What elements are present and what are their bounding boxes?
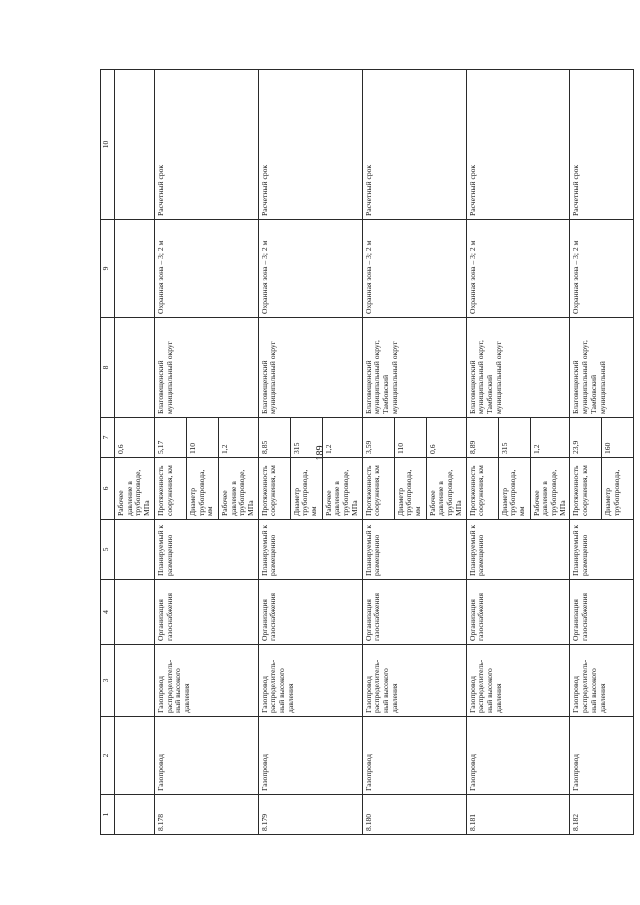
param-label: Рабочее давление в трубопроводе, МПа [115, 458, 155, 520]
table-row [570, 70, 602, 835]
param-label: Диаметр трубопровода, мм [186, 458, 218, 520]
object-purpose: Организация газоснабжения [154, 580, 258, 645]
param-value: 1,2 [530, 418, 570, 458]
object-term: Расчетный срок [570, 70, 634, 220]
column-number-row [101, 70, 115, 835]
param-label: Диаметр трубопровода, мм [498, 458, 530, 520]
param-label: Рабочее давление в трубопроводе, МПа [426, 458, 466, 520]
object-name: Газопровод распределитель-ный высокого давления [154, 645, 258, 717]
object-purpose: Организация газоснабжения [570, 580, 634, 645]
param-value: 5,17 [154, 418, 186, 458]
table-row [258, 70, 290, 835]
object-term: Расчетный срок [154, 70, 258, 220]
object-term: Расчетный срок [258, 70, 362, 220]
object-type: Газопровод [154, 717, 258, 795]
param-label: Диаметр трубопровода, мм [290, 458, 322, 520]
param-value: 23,9 [570, 418, 602, 458]
column-number: 10 [101, 70, 115, 220]
column-number: 5 [101, 520, 115, 580]
empty-cell [115, 580, 155, 645]
object-term: Расчетный срок [466, 70, 570, 220]
empty-cell [115, 70, 155, 220]
param-value: 315 [290, 418, 322, 458]
row-number: 8.182 [570, 795, 634, 835]
param-value: 1,2 [218, 418, 258, 458]
object-name: Газопровод распределитель-ный высокого давления [570, 645, 634, 717]
param-label: Рабочее давление в трубопроводе, МПа [322, 458, 362, 520]
object-purpose: Организация газоснабжения [466, 580, 570, 645]
param-label: Протяженность сооружения, км [570, 458, 602, 520]
object-location: Благовещенский муниципальный округ [154, 318, 258, 418]
object-purpose: Организация газоснабжения [258, 580, 362, 645]
object-zone: Охранная зона – 3; 2 м [362, 220, 466, 318]
table-row [154, 70, 186, 835]
param-value: 110 [186, 418, 218, 458]
object-name: Газопровод распределитель-ный высокого давления [466, 645, 570, 717]
object-name: Газопровод распределитель-ный высокого давления [258, 645, 362, 717]
column-number: 6 [101, 458, 115, 520]
param-label: Протяженность сооружения, км [466, 458, 498, 520]
object-location: Благовещенский муниципальный округ, Тамбовский муниципальный [570, 318, 634, 418]
column-number: 4 [101, 580, 115, 645]
rotated-table-container [100, 70, 622, 835]
param-value: 160 [602, 418, 634, 458]
param-label: Протяженность сооружения, км [362, 458, 394, 520]
object-type: Газопровод [258, 717, 362, 795]
empty-cell [115, 220, 155, 318]
object-status: Планируемый к размещению [466, 520, 570, 580]
param-label: Рабочее давление в трубопроводе, МПа [530, 458, 570, 520]
param-label: Протяженность сооружения, км [258, 458, 290, 520]
object-zone: Охранная зона – 3; 2 м [466, 220, 570, 318]
row-number: 8.180 [362, 795, 466, 835]
param-value: 0,6 [115, 418, 155, 458]
object-zone: Охранная зона – 3; 2 м [570, 220, 634, 318]
column-number: 3 [101, 645, 115, 717]
param-label: Диаметр трубопровода, [602, 458, 634, 520]
object-status: Планируемый к размещению [154, 520, 258, 580]
object-zone: Охранная зона – 3; 2 м [258, 220, 362, 318]
object-location: Благовещенский муниципальный округ, Тамбовский муниципальный округ [466, 318, 570, 418]
table-row [466, 70, 498, 835]
param-value: 8,89 [466, 418, 498, 458]
empty-cell [115, 318, 155, 418]
object-zone: Охранная зона – 3; 2 м [154, 220, 258, 318]
objects-table [100, 69, 634, 835]
object-location: Благовещенский муниципальный округ, Тамбовский муниципальный округ [362, 318, 466, 418]
param-value: 315 [498, 418, 530, 458]
object-purpose: Организация газоснабжения [362, 580, 466, 645]
object-term: Расчетный срок [362, 70, 466, 220]
param-value: 8,85 [258, 418, 290, 458]
column-number: 9 [101, 220, 115, 318]
object-name: Газопровод распределитель-ный высокого давления [362, 645, 466, 717]
object-type: Газопровод [362, 717, 466, 795]
row-number: 8.179 [258, 795, 362, 835]
row-number: 8.178 [154, 795, 258, 835]
param-label: Диаметр трубопровода, мм [394, 458, 426, 520]
column-number: 1 [101, 795, 115, 835]
column-number: 8 [101, 318, 115, 418]
object-type: Газопровод [466, 717, 570, 795]
param-value: 1,2 [322, 418, 362, 458]
table-row [362, 70, 394, 835]
row-number: 8.181 [466, 795, 570, 835]
empty-cell [115, 717, 155, 795]
empty-cell [115, 645, 155, 717]
param-label: Протяженность сооружения, км [154, 458, 186, 520]
object-status: Планируемый к размещению [362, 520, 466, 580]
object-status: Планируемый к размещению [570, 520, 634, 580]
object-location: Благовещенский муниципальный округ [258, 318, 362, 418]
column-number: 7 [101, 418, 115, 458]
param-label: Рабочее давление в трубопроводе, МПа [218, 458, 258, 520]
column-number: 2 [101, 717, 115, 795]
empty-cell [115, 795, 155, 835]
param-value: 110 [394, 418, 426, 458]
continued-row [115, 70, 155, 835]
param-value: 0,6 [426, 418, 466, 458]
object-type: Газопровод [570, 717, 634, 795]
param-value: 3,59 [362, 418, 394, 458]
page-number: 189 [314, 445, 326, 461]
empty-cell [115, 520, 155, 580]
object-status: Планируемый к размещению [258, 520, 362, 580]
